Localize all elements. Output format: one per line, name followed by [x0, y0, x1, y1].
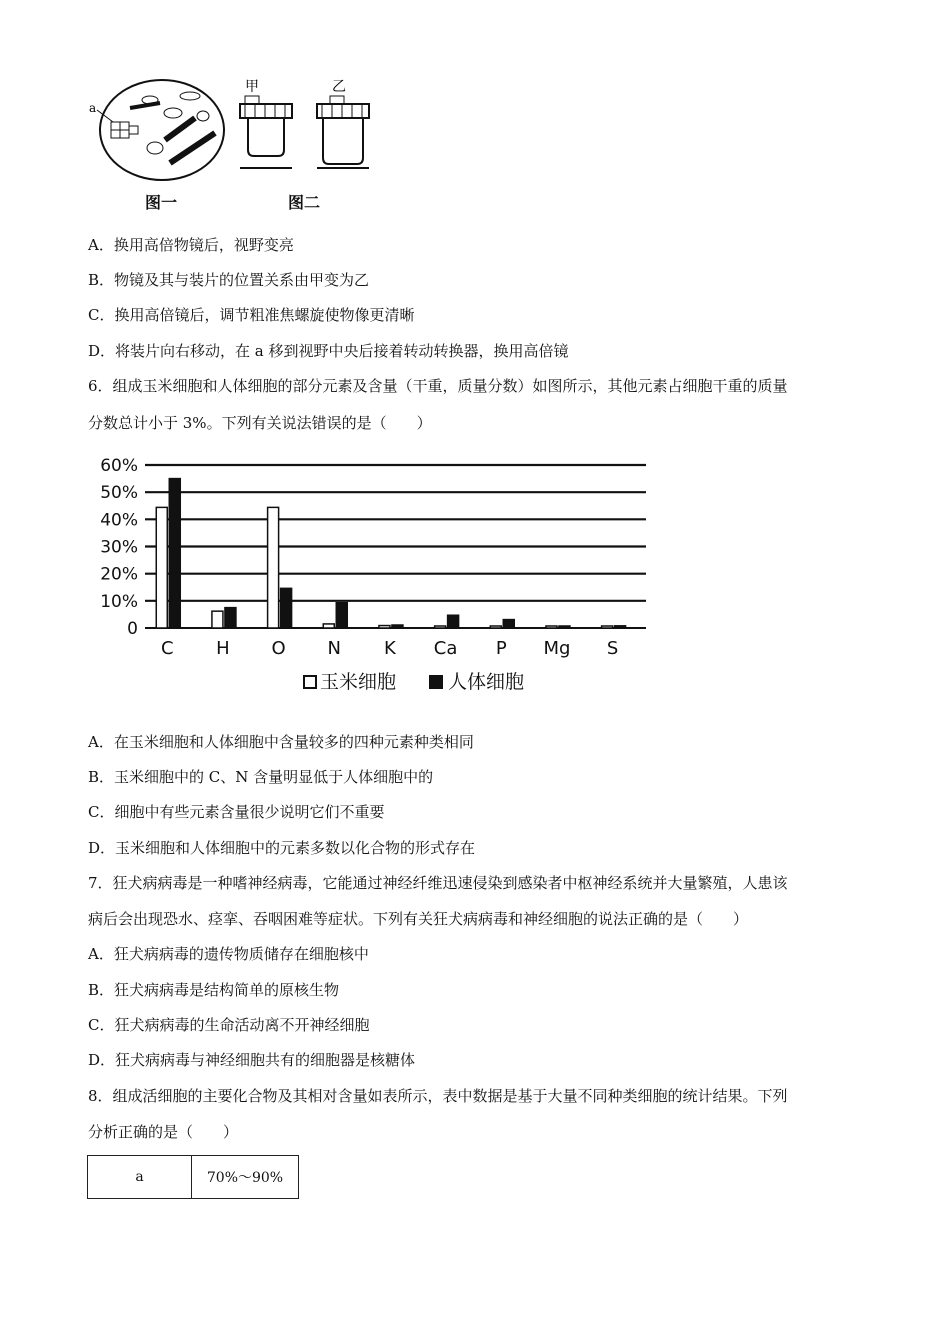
legend-label-corn: 玉米细胞	[320, 671, 397, 693]
x-tick-label: S	[606, 638, 619, 659]
bar-human-P	[503, 620, 514, 628]
y-tick-label: 40%	[100, 510, 138, 531]
q8-stem-line2: 分析正确的是（ ）	[88, 1123, 239, 1141]
bar-human-Mg	[559, 626, 570, 628]
table-cell-compound: a	[88, 1156, 192, 1199]
bar-corn-H	[212, 611, 223, 628]
q7-option-c: C．狂犬病病毒的生命活动离不开神经细胞	[88, 1016, 370, 1034]
q6-option-c: C．细胞中有些元素含量很少说明它们不重要	[88, 803, 385, 821]
bar-human-C	[169, 479, 180, 628]
q6-option-a: A．在玉米细胞和人体细胞中含量较多的四种元素种类相同	[88, 733, 474, 751]
x-tick-label: O	[271, 638, 286, 659]
legend-swatch-corn	[304, 676, 316, 688]
y-tick-label: 0	[127, 619, 138, 639]
bar-human-S	[615, 626, 626, 628]
bar-human-O	[281, 588, 292, 628]
element-content-chart	[88, 448, 658, 708]
field-of-view-drawing	[89, 80, 224, 180]
legend-label-human: 人体细胞	[448, 671, 525, 693]
x-tick-label: P	[495, 638, 507, 659]
lens-yi-label: 乙	[332, 79, 346, 95]
q6-option-b: B．玉米细胞中的 C、N 含量明显低于人体细胞中的	[88, 768, 434, 786]
objective-lens-yi	[317, 79, 369, 168]
lens-jia-label: 甲	[245, 79, 259, 95]
q5-option-c: C．换用高倍镜后，调节粗准焦螺旋使物像更清晰	[88, 306, 415, 324]
y-tick-label: 20%	[100, 564, 138, 585]
x-tick-label: C	[160, 638, 174, 659]
x-tick-label: Mg	[543, 638, 571, 659]
legend-swatch-human	[430, 676, 442, 688]
y-tick-label: 10%	[100, 591, 138, 612]
x-tick-label: Ca	[433, 638, 458, 659]
x-tick-label: N	[327, 638, 342, 659]
q8-stem-line1: 8．组成活细胞的主要化合物及其相对含量如表所示，表中数据是基于大量不同种类细胞的统计结果。下列	[88, 1087, 788, 1105]
q5-option-d: D．将装片向右移动，在 a 移到视野中央后接着转动转换器，换用高倍镜	[88, 342, 569, 360]
q7-option-b: B．狂犬病病毒是结构简单的原核生物	[88, 981, 340, 999]
y-tick-label: 60%	[100, 456, 138, 476]
q7-stem-line1: 7．狂犬病病毒是一种嗜神经病毒，它能通过神经纤维迅速侵染到感染者中枢神经系统并大量繁殖，人患该	[88, 874, 788, 892]
q6-option-d: D．玉米细胞和人体细胞中的元素多数以化合物的形式存在	[88, 839, 476, 857]
q7-option-a: A．狂犬病病毒的遗传物质储存在细胞核中	[88, 945, 369, 963]
bar-human-Ca	[448, 615, 459, 628]
x-tick-label: K	[384, 638, 396, 659]
x-tick-label: H	[216, 638, 230, 659]
q7-option-d: D．狂犬病病毒与神经细胞共有的细胞器是核糖体	[88, 1051, 416, 1069]
marker-a-label: a	[89, 101, 97, 115]
q5-option-b: B．物镜及其与装片的位置关系由甲变为乙	[88, 271, 370, 289]
bar-corn-S	[602, 626, 613, 628]
bar-human-H	[225, 608, 236, 628]
y-tick-label: 50%	[100, 483, 138, 504]
bar-corn-K	[379, 626, 390, 628]
compound-table	[87, 1155, 299, 1199]
bar-corn-P	[490, 626, 501, 628]
y-tick-label: 30%	[100, 537, 138, 558]
q6-stem-line2: 分数总计小于 3%。下列有关说法错误的是（ ）	[88, 414, 432, 432]
bar-human-N	[336, 603, 347, 628]
bar-corn-Mg	[546, 626, 557, 628]
q5-option-a: A．换用高倍物镜后，视野变亮	[88, 236, 294, 254]
bar-corn-N	[323, 624, 334, 628]
q6-stem-line1: 6．组成玉米细胞和人体细胞的部分元素及含量（干重，质量分数）如图所示，其他元素占细胞干重的质量	[88, 377, 788, 395]
bar-corn-Ca	[435, 626, 446, 628]
microscope-figures	[85, 78, 395, 218]
objective-lens-jia	[240, 79, 292, 168]
table-cell-content: 70%～90%	[192, 1156, 299, 1199]
q7-stem-line2: 病后会出现恐水、痉挛、吞咽困难等症状。下列有关狂犬病病毒和神经细胞的说法正确的是（ ）	[88, 910, 749, 928]
bar-corn-C	[156, 507, 167, 628]
figure-2-label: 图二	[288, 193, 321, 212]
figure-1-label: 图一	[145, 193, 178, 212]
table-row	[88, 1156, 299, 1199]
bar-corn-O	[268, 507, 279, 628]
bar-human-K	[392, 625, 403, 628]
